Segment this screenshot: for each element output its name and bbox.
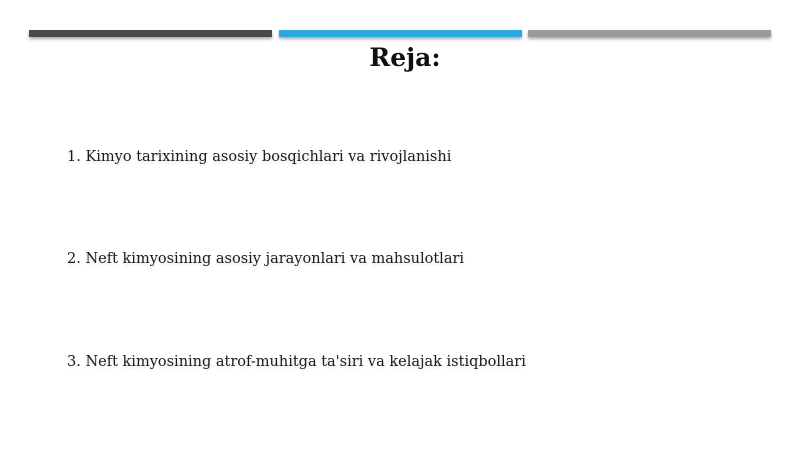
header-bar-blue	[279, 30, 522, 37]
header-bar-dark	[29, 30, 272, 37]
plan-item-3: 3. Neft kimyosining atrof-muhitga ta'siri va kelajak istiqbollari	[67, 354, 526, 370]
plan-item-1: 1. Kimyo tarixining asosiy bosqichlari va rivojlanishi	[67, 149, 452, 165]
plan-item-2: 2. Neft kimyosining asosiy jarayonlari va mahsulotlari	[67, 251, 465, 267]
slide-title: Reja:	[369, 43, 441, 72]
decorative-header-bars	[29, 30, 771, 38]
header-bar-gray	[528, 30, 771, 37]
